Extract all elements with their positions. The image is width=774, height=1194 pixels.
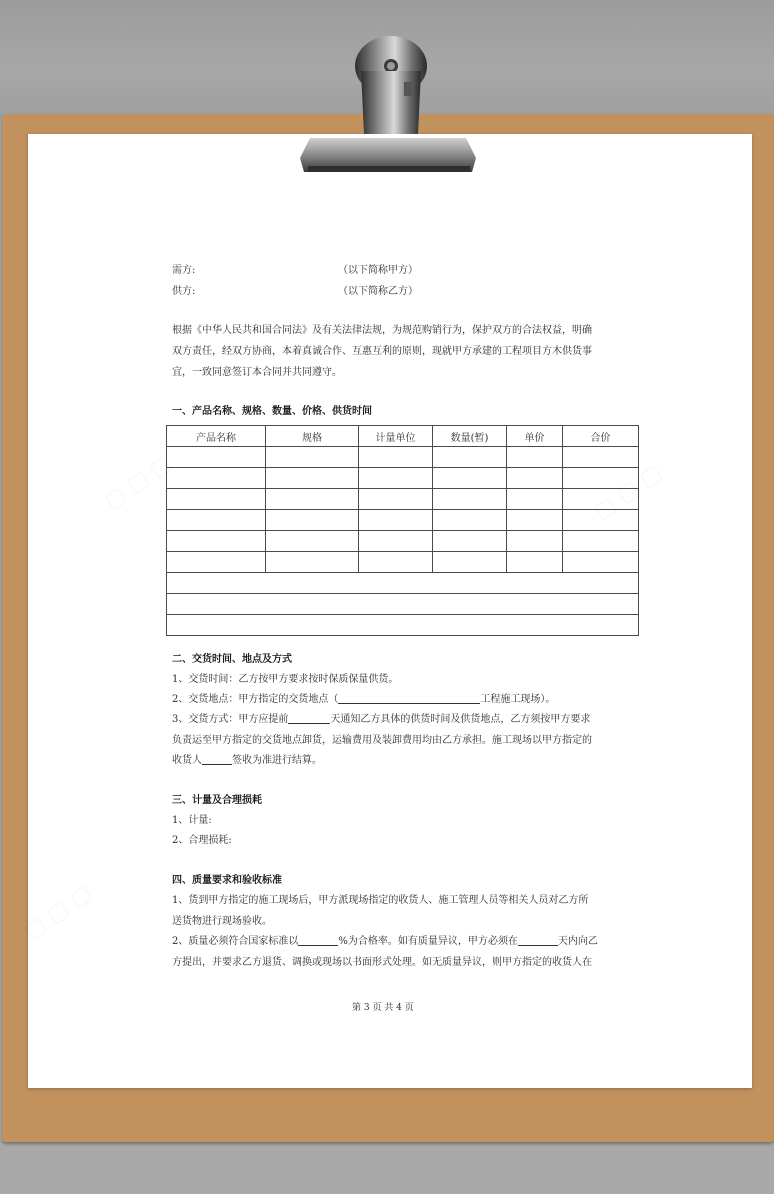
- table-cell: [507, 552, 563, 573]
- table-cell: [433, 447, 507, 468]
- section3-title: 三、计量及合理损耗: [172, 795, 262, 806]
- objection-days-blank: [518, 933, 558, 946]
- intro-line: 宜，一致同意签订本合同并共同遵守。: [172, 367, 342, 378]
- table-cell: [266, 447, 359, 468]
- table-cell: [167, 615, 639, 636]
- receiver-suffix: 签收为准进行结算。: [232, 755, 322, 766]
- intro-line: 双方责任，经双方协商，本着真诚合作、互惠互利的原则，现就甲方承建的工程项目方木供货事: [172, 346, 592, 357]
- delivery-time-item: 1、交货时间：乙方按甲方要求按时保质保量供货。: [172, 674, 399, 685]
- table-cell: [563, 489, 639, 510]
- section4-title: 四、质量要求和验收标准: [172, 875, 282, 886]
- table-cell: [507, 447, 563, 468]
- table-cell: [266, 510, 359, 531]
- table-row: [167, 489, 639, 510]
- table-cell: [359, 510, 433, 531]
- delivery-method-line3: [172, 751, 322, 771]
- table-cell: [563, 468, 639, 489]
- delivery-place-prefix: 2、交货地点：甲方指定的交货地点（: [172, 694, 339, 705]
- table-row-merged: [167, 615, 639, 636]
- table-cell: [507, 468, 563, 489]
- delivery-place-blank: [338, 691, 480, 704]
- delivery-method-prefix: 3、交货方式：甲方应提前: [172, 714, 289, 725]
- binder-clip: [296, 26, 478, 178]
- table-cell: [563, 531, 639, 552]
- loss-item: 2、合理损耗:: [172, 835, 232, 846]
- quality-suffix: 天内向乙: [557, 936, 598, 947]
- table-row: [167, 468, 639, 489]
- table-row-merged: [167, 594, 639, 615]
- delivery-method-item: [172, 710, 590, 730]
- table-cell: [433, 468, 507, 489]
- quality-mid: %为合格率。如有质量异议，甲方必须在: [338, 936, 518, 947]
- receiver-prefix: 收货人: [172, 755, 202, 766]
- inspection-line1: 1、货到甲方指定的施工现场后，甲方派现场指定的收货人、施工管理人员等相关人员对乙方所: [172, 895, 589, 906]
- table-header-cell: 计量单位: [359, 426, 433, 447]
- table-row: [167, 447, 639, 468]
- table-cell: [433, 531, 507, 552]
- table-cell: [563, 552, 639, 573]
- table-cell: [359, 447, 433, 468]
- section1-title: 一、产品名称、规格、数量、价格、供货时间: [172, 406, 372, 417]
- table-row-merged: [167, 573, 639, 594]
- table-cell: [507, 489, 563, 510]
- table-cell: [167, 531, 266, 552]
- table-cell: [167, 489, 266, 510]
- table-cell: [507, 531, 563, 552]
- quality-prefix: 2、质量必须符合国家标准以: [172, 936, 299, 947]
- inspection-line2: 送货物进行现场验收。: [172, 916, 272, 927]
- table-cell: [433, 489, 507, 510]
- table-row: [167, 552, 639, 573]
- table-row: [167, 531, 639, 552]
- table-header-row: [167, 426, 639, 447]
- notice-days-blank: [288, 711, 330, 724]
- table-cell: [359, 552, 433, 573]
- table-cell: [433, 510, 507, 531]
- delivery-method-line2: 负责运至甲方指定的交货地点卸货，运输费用及装卸费用均由乙方承担。施工现场以甲方指定的: [172, 735, 592, 746]
- table-cell: [167, 468, 266, 489]
- intro-paragraph: [172, 320, 604, 383]
- table-cell: [266, 552, 359, 573]
- quality-line1: [172, 932, 598, 952]
- table-cell: [167, 594, 639, 615]
- delivery-method-suffix: 天通知乙方具体的供货时间及供货地点，乙方须按甲方要求: [330, 714, 591, 725]
- table-cell: [266, 489, 359, 510]
- table-header-cell: 单价: [507, 426, 563, 447]
- table-cell: [167, 510, 266, 531]
- supplier-label: 供方:: [172, 286, 196, 297]
- table-header-cell: 合价: [563, 426, 639, 447]
- table-cell: [167, 573, 639, 594]
- pass-rate-blank: [298, 933, 338, 946]
- table-cell: [359, 489, 433, 510]
- table-header-cell: 数量(暂): [433, 426, 507, 447]
- table-cell: [359, 468, 433, 489]
- table-header-cell: 产品名称: [167, 426, 266, 447]
- table-header-cell: 规格: [266, 426, 359, 447]
- table-cell: [433, 552, 507, 573]
- intro-line: 根据《中华人民共和国合同法》及有关法律法规，为规范购销行为，保护双方的合法权益，明确: [172, 325, 592, 336]
- table-cell: [167, 447, 266, 468]
- receiver-blank: [202, 752, 232, 765]
- table-cell: [266, 468, 359, 489]
- buyer-label: 需方:: [172, 265, 196, 276]
- quality-line2: 方提出，并要求乙方退货、调换或现场以书面形式处理。如无质量异议，则甲方指定的收货人在: [172, 957, 592, 968]
- delivery-place-suffix: 工程施工现场）。: [480, 694, 556, 705]
- page-footer: 第 3 页 共 4 页: [352, 1003, 414, 1013]
- table-cell: [167, 552, 266, 573]
- measurement-item: 1、计量:: [172, 815, 212, 826]
- section2-title: 二、交货时间、地点及方式: [172, 654, 292, 665]
- delivery-place-item: [172, 690, 555, 710]
- supplier-note: （以下简称乙方）: [338, 286, 418, 297]
- product-table: [166, 425, 639, 636]
- table-row: [167, 510, 639, 531]
- table-cell: [359, 531, 433, 552]
- table-cell: [563, 447, 639, 468]
- table-cell: [507, 510, 563, 531]
- table-cell: [563, 510, 639, 531]
- buyer-note: （以下简称甲方）: [338, 265, 418, 276]
- table-cell: [266, 531, 359, 552]
